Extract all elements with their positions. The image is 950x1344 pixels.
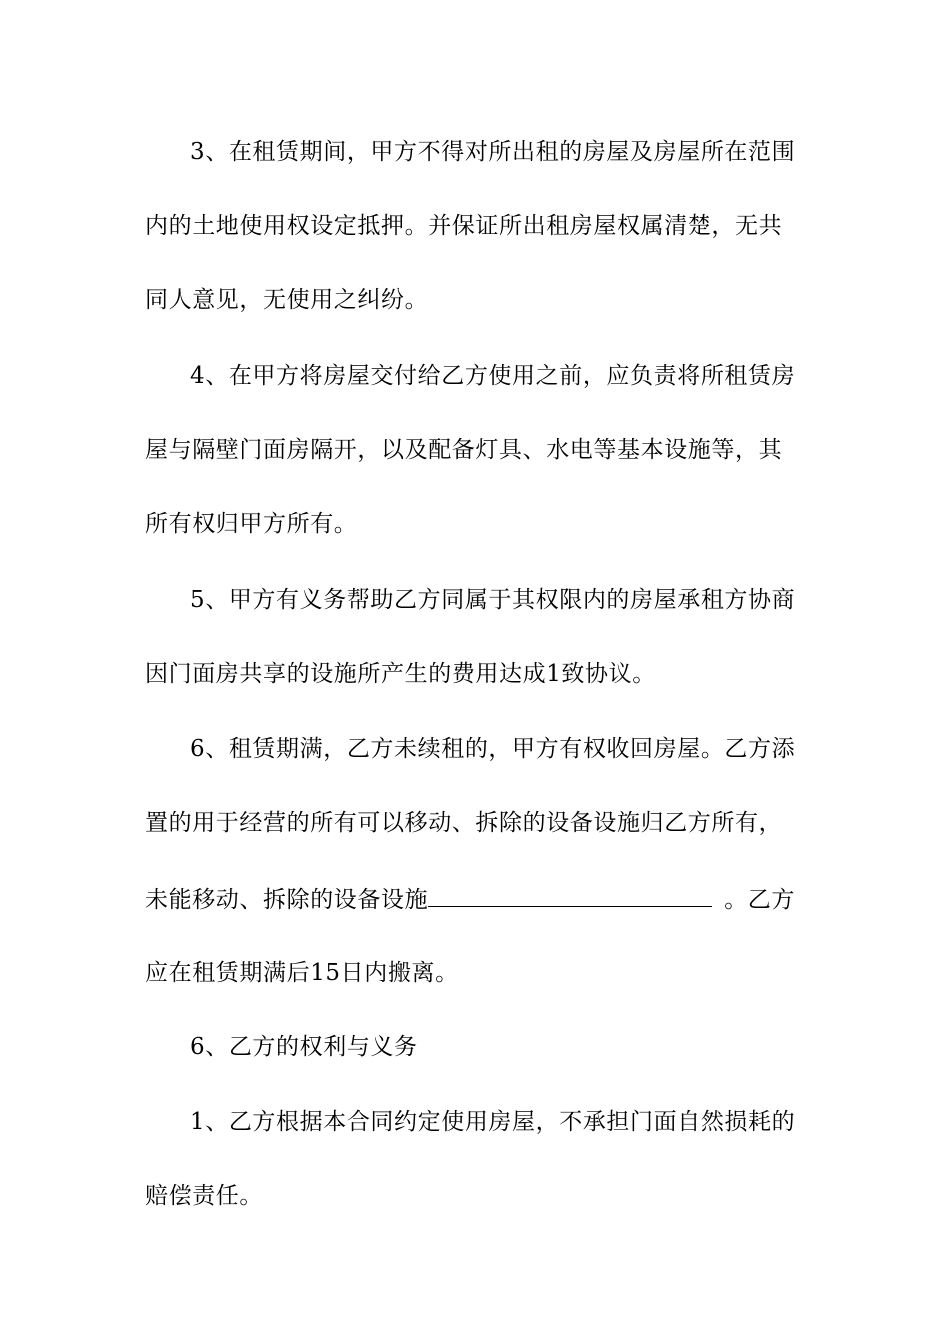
paragraph-4-line-1: 4、在甲方将房屋交付给乙方使用之前，应负责将所租赁房 (190, 363, 796, 389)
paragraph-6-line-3-text: 未能移动、拆除的设备设施 (145, 887, 429, 913)
paragraph-6-line-2: 置的用于经营的所有可以移动、拆除的设备设施归乙方所有， (145, 810, 783, 836)
paragraph-6-line-4: 应在租赁期满后15日内搬离。 (145, 960, 459, 986)
paragraph-5-line-2: 因门面房共享的设施所产生的费用达成1致协议。 (145, 661, 656, 687)
paragraph-5-line-1: 5、甲方有义务帮助乙方同属于其权限内的房屋承租方协商 (190, 587, 796, 613)
paragraph-3-line-1: 3、在租赁期间，甲方不得对所出租的房屋及房屋所在范围 (190, 139, 796, 165)
section-heading-party-b: 6、乙方的权利与义务 (190, 1034, 418, 1060)
paragraph-b1-line-1: 1、乙方根据本合同约定使用房屋，不承担门面自然损耗的 (190, 1109, 796, 1135)
paragraph-4-line-2: 屋与隔壁门面房隔开，以及配备灯具、水电等基本设施等，其 (145, 437, 783, 463)
paragraph-6-line-3-tail: 。乙方 (724, 887, 796, 913)
paragraph-6-line-1: 6、租赁期满，乙方未续租的，甲方有权收回房屋。乙方添 (190, 736, 796, 762)
paragraph-3-line-3: 同人意见，无使用之纠纷。 (145, 287, 429, 313)
paragraph-4-line-3: 所有权归甲方所有。 (145, 511, 358, 537)
paragraph-b1-line-2: 赔偿责任。 (145, 1183, 263, 1209)
paragraph-6-line-3 (145, 882, 815, 915)
paragraph-3-line-2: 内的土地使用权设定抵押。并保证所出租房屋权属清楚，无共 (145, 213, 783, 239)
fill-in-blank (428, 882, 712, 907)
